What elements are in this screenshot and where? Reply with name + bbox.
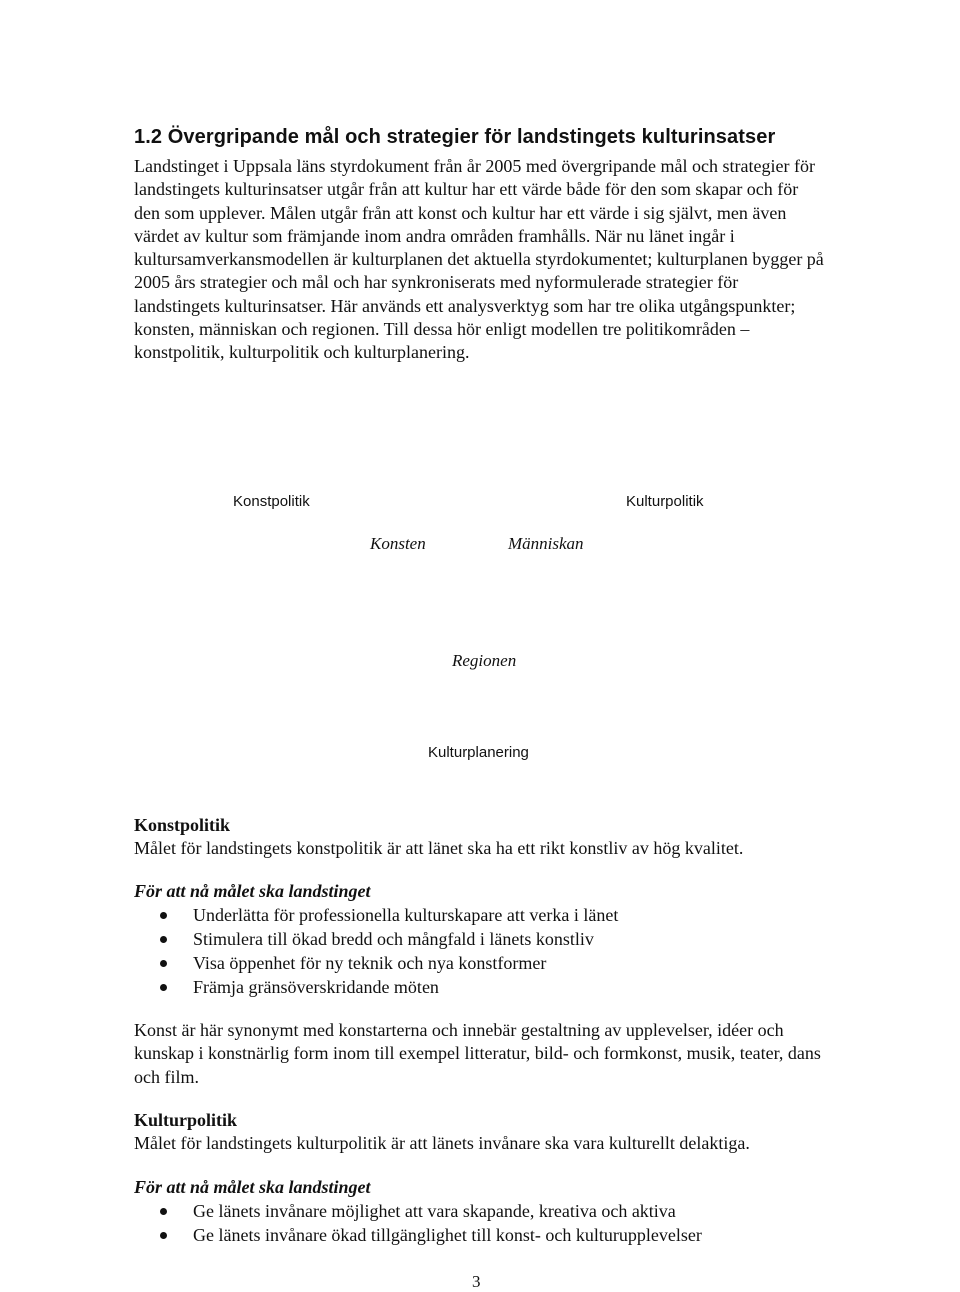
section-heading: 1.2 Övergripande mål och strategier för landstingets kulturinsatser (134, 126, 776, 148)
list-item: Underlätta för professionella kulturskapare att verka i länet (158, 904, 618, 928)
model-label-kulturplanering: Kulturplanering (428, 744, 529, 761)
konstpolitik-goal: Målet för landstingets konstpolitik är att länet ska ha ett rikt konstliv av hög kvalitet. (134, 838, 744, 858)
page-number: 3 (472, 1272, 481, 1291)
intro-paragraph: Landstinget i Uppsala läns styrdokument från år 2005 med övergripande mål och strategier för landstingets kulturinsatser utgår från att kultur har ett värde både för den som skapar och för den som upplever. Målen utgår från att konst och kultur har ett värde i sig självt, men även värdet av kultur som främjande inom andra områden framhålls. När nu länet ingår i kultursamverkansmodellen är kulturplanen det aktuella styrdokumentet; kulturplanen bygger på 2005 års strategier och mål och har synkroniserats med nyformulerade strategier för landstingets kulturinsatser. Här används ett analysverktyg som har tre olika utgångspunkter; konsten, människan och regionen. Till dessa hör enligt modellen tre politikområden – konstpolitik, kulturpolitik och kulturplanering. (134, 156, 824, 363)
list-item: Ge länets invånare möjlighet att vara skapande, kreativa och aktiva (158, 1200, 702, 1224)
list-item: Stimulera till ökad bredd och mångfald i länets konstliv (158, 928, 618, 952)
model-label-konstpolitik: Konstpolitik (233, 493, 310, 510)
list-item: Främja gränsöverskridande möten (158, 976, 618, 1000)
konstpolitik-heading: Konstpolitik (134, 815, 231, 835)
model-node-manniskan: Människan (508, 534, 584, 553)
konstpolitik-bullet-list (158, 904, 618, 1000)
kulturpolitik-goal: Målet för landstingets kulturpolitik är att länets invånare ska vara kulturellt delaktiga. (134, 1133, 750, 1153)
list-item: Visa öppenhet för ny teknik och nya konstformer (158, 952, 618, 976)
kulturpolitik-heading: Kulturpolitik (134, 1110, 238, 1130)
kulturpolitik-bullet-list (158, 1200, 702, 1248)
model-node-regionen: Regionen (452, 651, 517, 670)
konstpolitik-note: Konst är här synonymt med konstarterna och innebär gestaltning av upplevelser, idéer och kunskap i konstnärlig form inom till exempel litteratur, bild- och formkonst, musik, teater, dans och film. (134, 1020, 821, 1087)
konstpolitik-subheading: För att nå målet ska landstinget (134, 881, 371, 901)
model-label-kulturpolitik: Kulturpolitik (626, 493, 704, 510)
model-node-konsten: Konsten (370, 534, 426, 553)
kulturpolitik-subheading: För att nå målet ska landstinget (134, 1177, 371, 1197)
list-item: Ge länets invånare ökad tillgänglighet till konst- och kulturupplevelser (158, 1224, 702, 1248)
analysis-model-diagram (0, 480, 960, 780)
